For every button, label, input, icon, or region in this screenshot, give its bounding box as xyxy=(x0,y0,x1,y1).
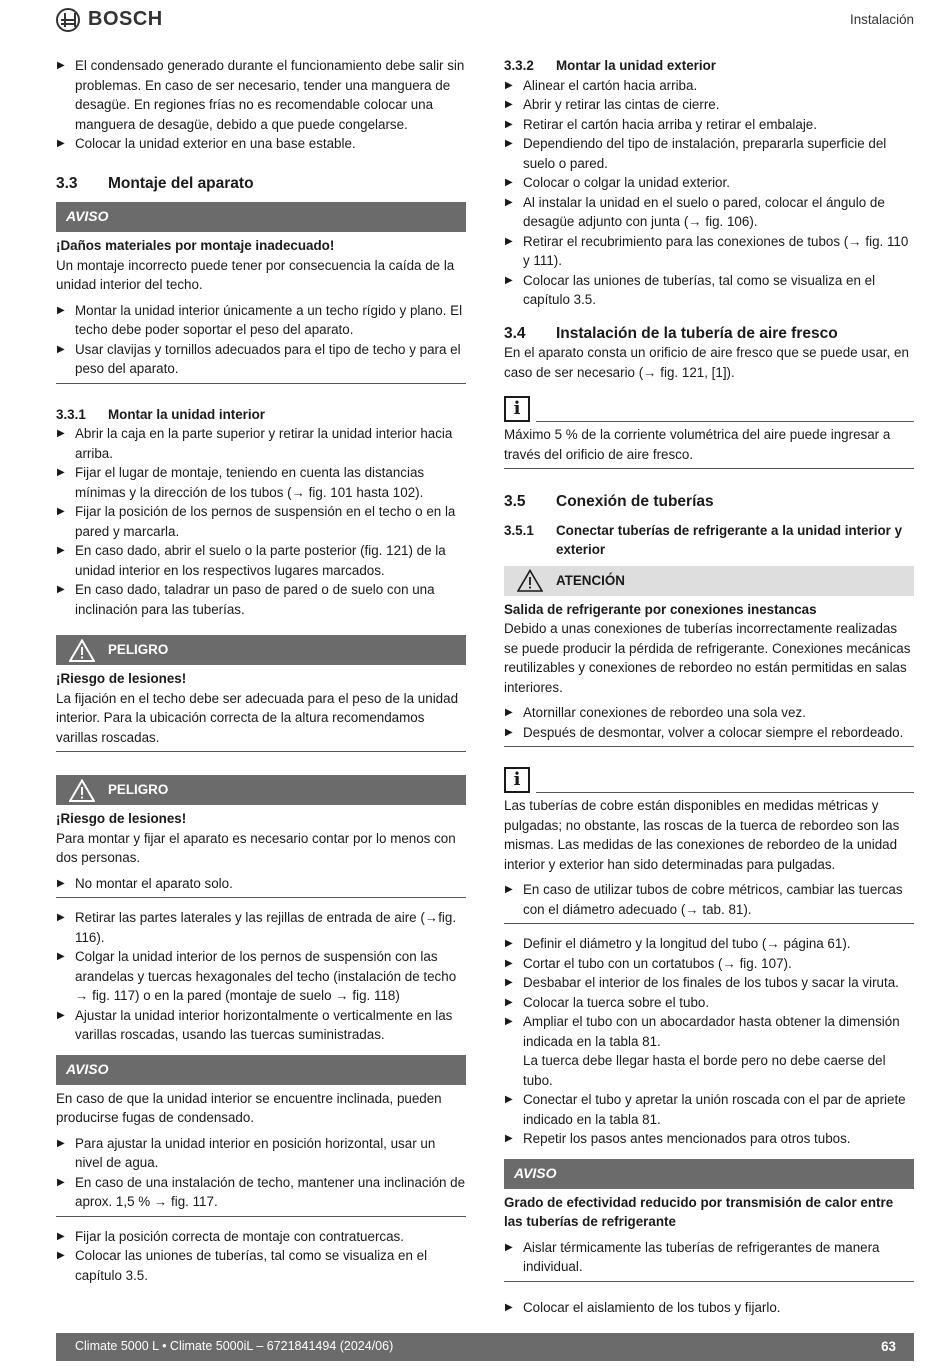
info-icon: i xyxy=(504,767,530,793)
peligro-title: ¡Riesgo de lesiones! xyxy=(56,811,187,826)
aviso-steps xyxy=(504,1238,914,1282)
step-item: ▶ Abrir y retirar las cintas de cierre. xyxy=(504,95,914,115)
peligro-text: La fijación en el techo debe ser adecuada para el peso de la unidad interior. Para la ubicación correcta de la altura recomendamos varillas roscadas. xyxy=(56,689,466,753)
section-title: Montar la unidad interior xyxy=(108,406,265,422)
peligro-text: Para montar y fijar el aparato es necesario contar por lo menos con dos personas. xyxy=(56,830,456,865)
atencion-text: Debido a unas conexiones de tuberías incorrectamente realizadas se puede producir la pérdida de refrigerante. Conexiones mecánicas reutilizables y conexiones de rebordeo no están permitidas en salas interiores. xyxy=(504,621,911,695)
section-title: Conexión de tuberías xyxy=(556,493,714,510)
step-item: ▶ En caso de utilizar tubos de cobre métricos, cambiar las tuercas con el diámetro adecuado (→ tab. 81). xyxy=(504,880,914,919)
step-item: ▶ En caso de una instalación de techo, mantener una inclinación de aprox. 1,5 % → fig. 117. xyxy=(56,1173,466,1212)
step-item: ▶ Desbabar el interior de los finales de los tubos y sacar la viruta. xyxy=(504,973,914,993)
peligro-box xyxy=(56,775,466,898)
section-number: 3.3 xyxy=(56,174,78,192)
step-item: ▶ Fijar la posición correcta de montaje con contratuercas. xyxy=(56,1227,466,1247)
step-item: ▶ El condensado generado durante el funcionamiento debe salir sin problemas. En caso de ser necesario, tender una manguera de desagüe. En regiones frías no es recomendable colocar una manguera de desagüe, debido a que puede congelarse. xyxy=(56,56,466,134)
section-title: Conectar tuberías de refrigerante a la unidad interior y exterior xyxy=(556,522,903,557)
aviso-title: ¡Daños materiales por montaje inadecuado! xyxy=(56,238,335,253)
step-item: ▶ Retirar el recubrimiento para las conexiones de tubos (→ fig. 110 y 111). xyxy=(504,232,914,271)
section-heading-3-5-1 xyxy=(504,521,914,560)
step-item: ▶ Después de desmontar, volver a colocar siempre el rebordeado. xyxy=(504,723,914,743)
step-item: ▶ Colocar la tuerca sobre el tubo. xyxy=(504,993,914,1013)
aviso-box xyxy=(56,202,466,384)
step-item: ▶ En caso dado, abrir el suelo o la parte posterior (fig. 121) de la unidad interior en los respectivos lugares marcados. xyxy=(56,541,466,580)
section-heading-3-4 xyxy=(504,324,914,344)
aviso-box xyxy=(504,1159,914,1282)
section-heading-3-3-2 xyxy=(504,56,914,76)
atencion-banner xyxy=(504,566,914,596)
atencion-steps xyxy=(504,703,914,747)
info-rule xyxy=(536,792,914,793)
right-column xyxy=(504,56,914,1317)
step-item: ▶ Abrir la caja en la parte superior y retirar la unidad interior hacia arriba. xyxy=(56,424,466,463)
step-item: ▶ Montar la unidad interior únicamente a un techo rígido y plano. El techo debe poder soportar el peso del aparato. xyxy=(56,301,466,340)
step-item: ▶ Colocar la unidad exterior en una base estable. xyxy=(56,134,466,154)
section-title: Montar la unidad exterior xyxy=(556,58,716,73)
step-item: ▶ Conectar el tubo y apretar la unión roscada con el par de apriete indicado en la tabla 81. xyxy=(504,1090,914,1129)
info-steps xyxy=(504,880,914,924)
info-header xyxy=(504,392,914,422)
pipe-steps xyxy=(504,934,914,1149)
section-title: Instalación xyxy=(849,12,914,27)
left-column xyxy=(56,56,466,1285)
brand-name: BOSCH xyxy=(88,8,163,31)
step-item: ▶ Retirar el cartón hacia arriba y retirar el embalaje. xyxy=(504,115,914,135)
section-title: Montaje del aparato xyxy=(108,174,254,192)
section-number: 3.3.1 xyxy=(56,406,86,422)
step-text: Ampliar el tubo con un abocardador hasta obtener la dimensión indicada en la tabla 81. xyxy=(523,1014,900,1049)
section-title: Instalación de la tubería de aire fresco xyxy=(556,324,838,342)
info-icon: i xyxy=(504,396,530,422)
intro-steps xyxy=(56,56,466,154)
aviso-banner: AVISO xyxy=(56,1055,466,1085)
step-item: ▶ Dependiendo del tipo de instalación, prepararla superficie del suelo o pared. xyxy=(504,134,914,173)
atencion-title: Salida de refrigerante por conexiones inestancas xyxy=(504,601,817,617)
warning-triangle-icon xyxy=(504,569,556,592)
step-item: ▶ Fijar el lugar de montaje, teniendo en cuenta las distancias mínimas y la dirección de los tubos (→ fig. 101 hasta 102). xyxy=(56,463,466,502)
step-item: ▶ Fijar la posición de los pernos de suspensión en el techo o en la pared y marcarla. xyxy=(56,502,466,541)
hang-unit-steps xyxy=(56,908,466,1045)
step-item: ▶ Para ajustar la unidad interior en posición horizontal, usar un nivel de agua. xyxy=(56,1134,466,1173)
peligro-title: ¡Riesgo de lesiones! xyxy=(56,671,187,686)
aviso-steps xyxy=(56,301,466,384)
step-item: ▶ Colocar las uniones de tuberías, tal como se visualiza en el capítulo 3.5. xyxy=(504,271,914,310)
atencion-box xyxy=(504,566,914,748)
step-item: ▶ Al instalar la unidad en el suelo o pared, colocar el ángulo de desagüe adjunto con junta (→ fig. 106). xyxy=(504,193,914,232)
bosch-logo xyxy=(56,8,163,32)
warning-triangle-icon xyxy=(56,779,108,802)
step-item: ▶ En caso dado, taladrar un paso de pared o de suelo con una inclinación para las tuberías. xyxy=(56,580,466,619)
aviso-banner: AVISO xyxy=(504,1159,914,1189)
mount-indoor-steps xyxy=(56,424,466,619)
info-text: Las tuberías de cobre están disponibles en medidas métricas y pulgadas; no obstante, las roscas de la tuerca de rebordeo son las mismas. Las medidas de las conexiones de rebordeo de la unidad interior y exterior han sido determinadas para pulgadas. xyxy=(504,798,900,872)
step-item: ▶ Colocar las uniones de tuberías, tal como se visualiza en el capítulo 3.5. xyxy=(56,1246,466,1285)
section-number: 3.4 xyxy=(504,324,526,342)
peligro-box xyxy=(56,635,466,752)
section-heading-3-3-1 xyxy=(56,405,466,425)
final-left-steps xyxy=(56,1227,466,1286)
peligro-label: PELIGRO xyxy=(108,642,169,658)
page-number: 63 xyxy=(881,1339,896,1355)
step-item: ▶ No montar el aparato solo. xyxy=(56,874,466,894)
peligro-banner xyxy=(56,635,466,665)
peligro-label: PELIGRO xyxy=(108,782,169,798)
step-item: ▶ Repetir los pasos antes mencionados para otros tubos. xyxy=(504,1129,914,1149)
step-item xyxy=(504,1012,914,1090)
footer-document-id: Climate 5000 L • Climate 5000iL – 6721841494 (2024/06) xyxy=(75,1339,394,1354)
section-number: 3.3.2 xyxy=(504,58,534,73)
section-heading-3-5 xyxy=(504,492,914,512)
section-text: En el aparato consta un orificio de aire fresco que se puede usar, en caso de ser necesario (→ fig. 121, [1]). xyxy=(504,345,909,380)
step-note: La tuerca debe llegar hasta el borde pero no debe caerse del tubo. xyxy=(523,1053,886,1088)
section-number: 3.5.1 xyxy=(504,522,534,538)
section-heading-3-3 xyxy=(56,174,466,194)
aviso-title: Grado de efectividad reducido por transmisión de calor entre las tuberías de refrigerante xyxy=(504,1194,894,1229)
atencion-label: ATENCIÓN xyxy=(556,572,625,588)
aviso-box xyxy=(56,1055,466,1217)
page-footer xyxy=(56,1333,914,1361)
section-number: 3.5 xyxy=(504,493,526,510)
step-item: ▶ Atornillar conexiones de rebordeo una sola vez. xyxy=(504,703,914,723)
aviso-steps xyxy=(56,1134,466,1217)
info-header xyxy=(504,763,914,793)
warning-triangle-icon xyxy=(56,639,108,662)
info-text: Máximo 5 % de la corriente volumétrica del aire puede ingresar a través del orificio de aire fresco. xyxy=(504,425,914,469)
step-item: ▶ Aislar térmicamente las tuberías de refrigerantes de manera individual. xyxy=(504,1238,914,1277)
page-header xyxy=(56,8,914,34)
info-box xyxy=(504,763,914,924)
peligro-steps xyxy=(56,874,466,899)
info-box xyxy=(504,392,914,469)
aviso-text: En caso de que la unidad interior se encuentre inclinada, pueden producirse fugas de condensado. xyxy=(56,1090,442,1125)
step-item: ▶ Usar clavijas y tornillos adecuados para el tipo de techo y para el peso del aparato. xyxy=(56,340,466,379)
step-item: ▶ Cortar el tubo con un cortatubos (→ fig. 107). xyxy=(504,954,914,974)
aviso-text: Un montaje incorrecto puede tener por consecuencia la caída de la unidad interior del techo. xyxy=(56,257,455,292)
step-item: ▶ Colocar o colgar la unidad exterior. xyxy=(504,173,914,193)
step-item: ▶ Colocar el aislamiento de los tubos y fijarlo. xyxy=(504,1298,914,1318)
bosch-armature-icon xyxy=(56,8,80,32)
info-rule xyxy=(536,421,914,422)
final-right-steps xyxy=(504,1298,914,1318)
peligro-banner xyxy=(56,775,466,805)
mount-outdoor-steps xyxy=(504,76,914,310)
step-item: ▶ Colgar la unidad interior de los pernos de suspensión con las arandelas y tuercas hexagonales del techo (instalación de techo → fig. 117) o en la pared (montaje de suelo → fig. 118) xyxy=(56,947,466,1006)
step-item: ▶ Retirar las partes laterales y las rejillas de entrada de aire (→fig. 116). xyxy=(56,908,466,947)
step-item: ▶ Definir el diámetro y la longitud del tubo (→ página 61). xyxy=(504,934,914,954)
aviso-banner: AVISO xyxy=(56,202,466,232)
step-item: ▶ Ajustar la unidad interior horizontalmente o verticalmente en las varillas roscadas, usando las tuercas suministradas. xyxy=(56,1006,466,1045)
step-item: ▶ Alinear el cartón hacia arriba. xyxy=(504,76,914,96)
